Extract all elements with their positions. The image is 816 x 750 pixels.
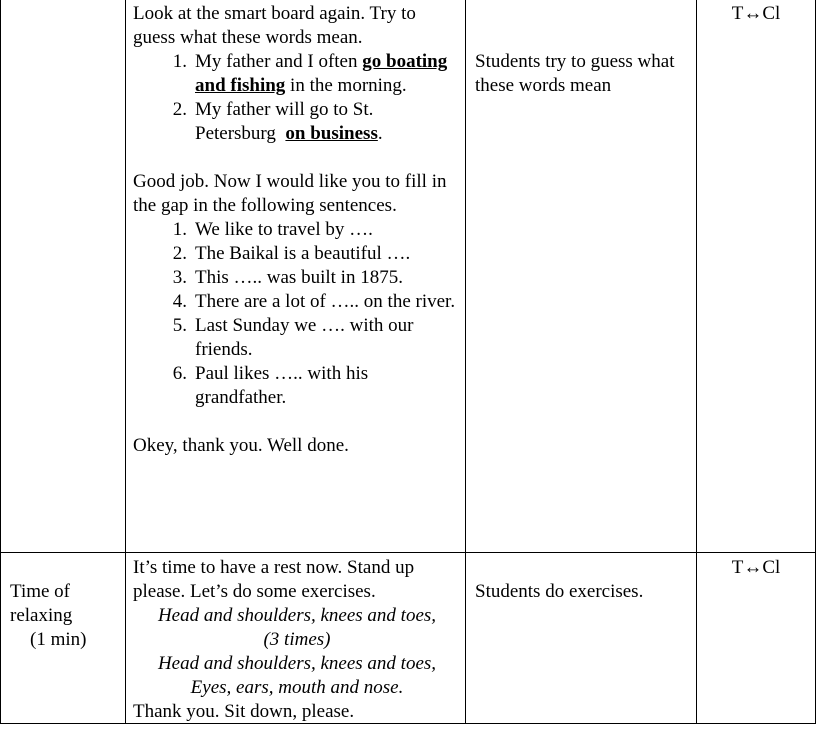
teacher-praise: Good job. Now I would like you to fill in the gap in the following sentences.	[133, 171, 447, 216]
interaction-mode: T↔Cl	[731, 557, 781, 578]
example-item: 2. My father will go to St. Petersburg on business.	[172, 99, 383, 144]
students-activity: Students try to guess what these words mean	[475, 51, 675, 96]
song-repeat: (3 times)	[263, 629, 331, 650]
row2-teacher-cell	[133, 556, 461, 724]
example-item: 1. My father and I often go boating and fishing in the morning.	[172, 51, 448, 96]
gap-fill-item: 1. We like to travel by ….	[172, 219, 373, 240]
highlighted-phrase: go boating and fishing	[195, 51, 448, 96]
song-line: Head and shoulders, knees and toes,	[157, 605, 437, 626]
row1-students-cell	[475, 50, 690, 98]
gap-fill-item: 4. There are a lot of ….. on the river.	[172, 291, 456, 312]
gap-fill-item: 2. The Baikal is a beautiful ….	[172, 243, 411, 264]
gap-fill-item: 6. Paul likes ….. with his grandfather.	[172, 363, 369, 408]
highlighted-phrase: on business	[285, 123, 378, 144]
stage-duration: (1 min)	[30, 629, 87, 650]
teacher-instruction: It’s time to have a rest now. Stand up please. Let’s do some exercises.	[133, 557, 415, 602]
row2-interaction-cell	[697, 556, 815, 580]
song-line: Eyes, ears, mouth and nose.	[190, 677, 404, 698]
teacher-closing: Okey, thank you. Well done.	[133, 435, 349, 456]
song-line: Head and shoulders, knees and toes,	[157, 653, 437, 674]
stage-name-line2: relaxing	[10, 605, 73, 626]
row1-stage-cell	[1, 0, 125, 552]
row1-interaction-cell	[697, 2, 815, 26]
gap-fill-list	[133, 218, 459, 410]
students-activity: Students do exercises.	[475, 581, 644, 602]
row2-stage-cell	[10, 580, 122, 652]
row2-students-cell	[475, 580, 690, 604]
gap-fill-item: 5. Last Sunday we …. with our friends.	[172, 315, 414, 360]
row1-teacher-cell	[133, 2, 459, 458]
stage-name-line1: Time of	[10, 581, 71, 602]
example-list	[133, 50, 459, 146]
teacher-closing: Thank you. Sit down, please.	[133, 701, 355, 722]
gap-fill-item: 3. This ….. was built in 1875.	[172, 267, 403, 288]
teacher-intro: Look at the smart board again. Try to guess what these words mean.	[133, 3, 416, 48]
interaction-mode: T↔Cl	[731, 3, 781, 24]
